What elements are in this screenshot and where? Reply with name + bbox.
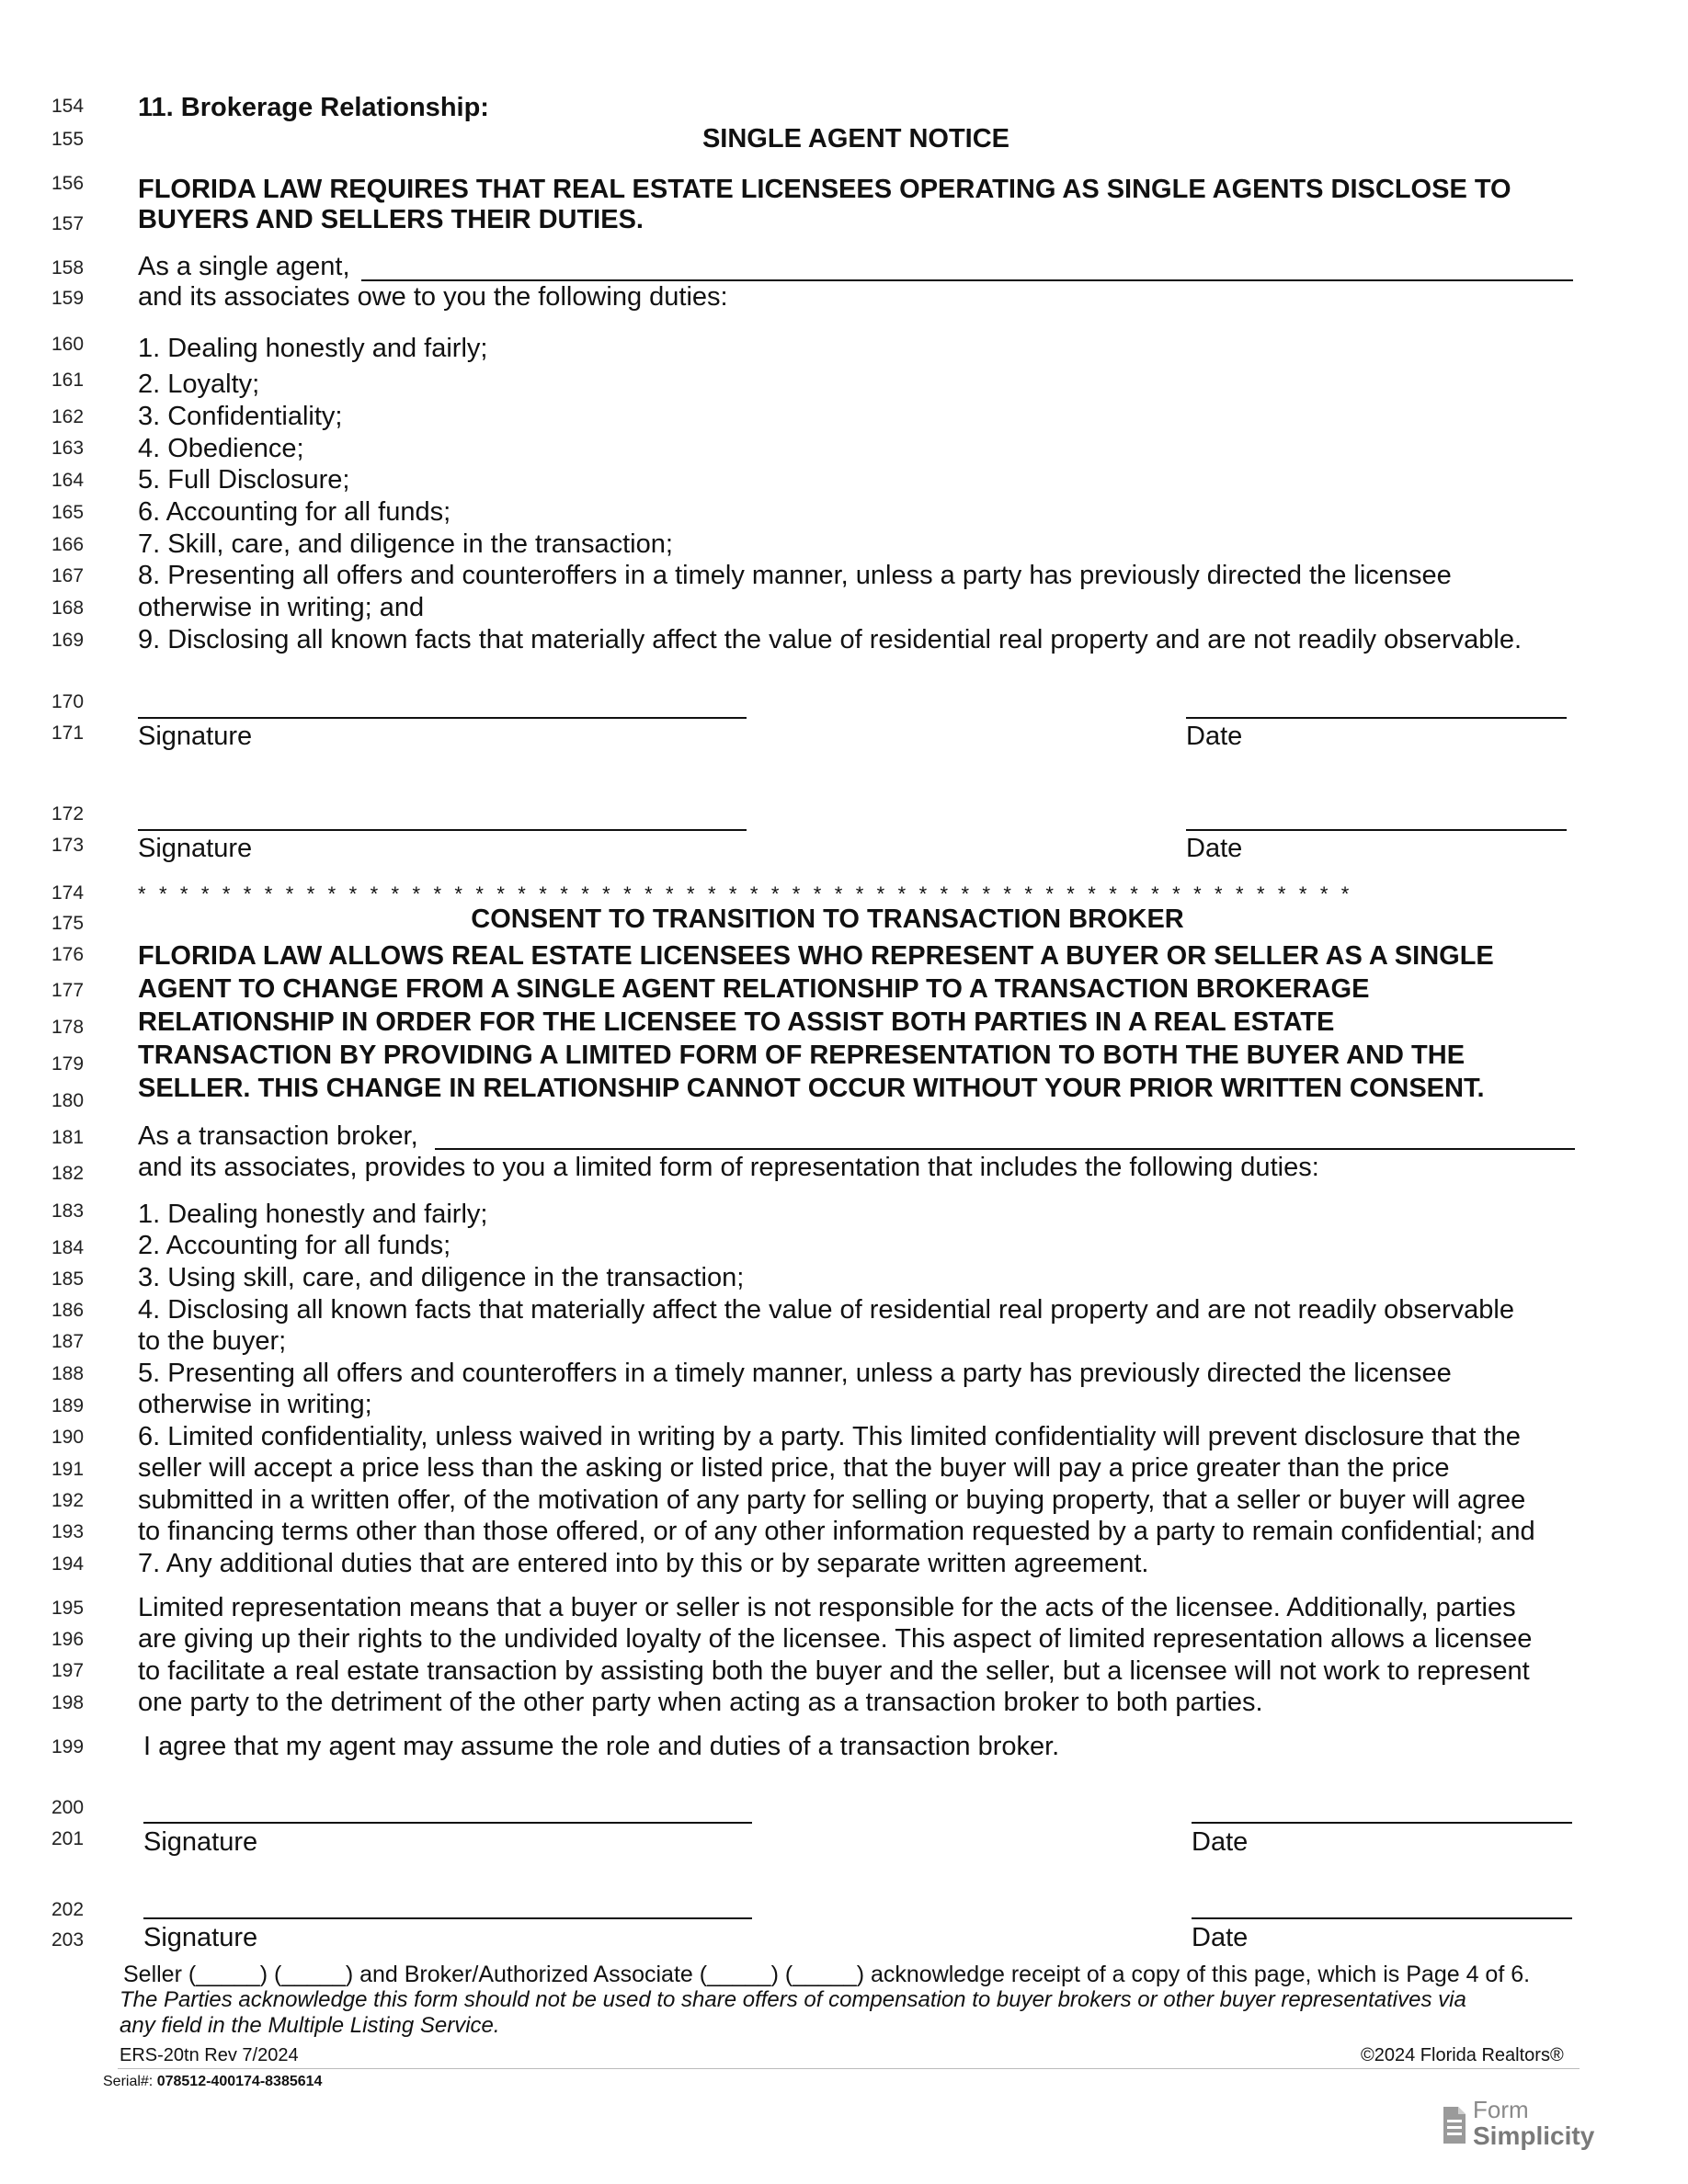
line-number: 166 — [51, 534, 85, 555]
duty-item: 4. Obedience; — [138, 434, 304, 463]
line-number: 193 — [51, 1521, 85, 1542]
duty-item: to the buyer; — [138, 1326, 287, 1356]
single-agent-law-line: FLORIDA LAW REQUIRES THAT REAL ESTATE LICENSEES OPERATING AS SINGLE AGENTS DISCLOSE TO — [138, 175, 1511, 204]
line-number: 185 — [51, 1268, 85, 1290]
duty-item: 2. Accounting for all funds; — [138, 1231, 451, 1260]
line-number: 178 — [51, 1017, 85, 1038]
duty-item: to financing terms other than those offered, or of any other information requested by a party to remain confidential; and — [138, 1517, 1535, 1546]
date-field[interactable] — [1186, 829, 1567, 831]
transaction-broker-name-field[interactable] — [435, 1148, 1575, 1150]
signature-label: Signature — [138, 834, 253, 863]
line-number: 155 — [51, 129, 85, 150]
footer-rule — [118, 2068, 1580, 2069]
serial-value: 078512-400174-8385614 — [156, 2074, 323, 2089]
line-number: 162 — [51, 406, 85, 427]
line-number: 182 — [51, 1163, 85, 1184]
limited-rep-line: to facilitate a real estate transaction by assisting both the buyer and the seller, but a licensee will not work to represent — [138, 1656, 1530, 1686]
line-number: 197 — [51, 1660, 85, 1681]
line-number: 175 — [51, 913, 85, 934]
line-number: 177 — [51, 980, 85, 1001]
duty-item: otherwise in writing; — [138, 1390, 372, 1419]
duty-item: 4. Disclosing all known facts that materially affect the value of residential real property and are not readily observable — [138, 1295, 1514, 1325]
line-number: 184 — [51, 1237, 85, 1258]
line-number: 163 — [51, 438, 85, 459]
line-number: 157 — [51, 213, 85, 234]
single-agent-title: SINGLE AGENT NOTICE — [701, 124, 1010, 154]
line-number: 165 — [51, 502, 85, 523]
duty-item: submitted in a written offer, of the motivation of any party for selling or buying property, that a seller or buyer will agree — [138, 1485, 1526, 1515]
line-number: 172 — [51, 803, 85, 825]
duty-item: 1. Dealing honestly and fairly; — [138, 1200, 488, 1229]
transaction-broker-associates: and its associates, provides to you a limited form of representation that includes the following duties: — [138, 1153, 1319, 1182]
disclaimer-line: any field in the Multiple Listing Service. — [120, 2013, 500, 2038]
duty-item: seller will accept a price less than the asking or listed price, that the buyer will pay a price greater than the price — [138, 1453, 1450, 1483]
line-number: 202 — [51, 1899, 85, 1920]
separator: ********************************************************** — [138, 882, 1363, 905]
transition-law-line: FLORIDA LAW ALLOWS REAL ESTATE LICENSEES WHO REPRESENT A BUYER OR SELLER AS A SINGLE — [138, 941, 1494, 971]
document-icon — [1442, 2105, 1467, 2145]
line-number: 188 — [51, 1363, 85, 1384]
line-number: 200 — [51, 1797, 85, 1818]
line-number: 203 — [51, 1929, 85, 1951]
transition-law-line: SELLER. THIS CHANGE IN RELATIONSHIP CANNOT OCCUR WITHOUT YOUR PRIOR WRITTEN CONSENT. — [138, 1074, 1485, 1103]
line-number: 194 — [51, 1553, 85, 1575]
date-label: Date — [1192, 1827, 1249, 1857]
signature-field[interactable] — [143, 1822, 752, 1824]
line-number: 199 — [51, 1736, 85, 1757]
transition-law-line: RELATIONSHIP IN ORDER FOR THE LICENSEE TO ASSIST BOTH PARTIES IN A REAL ESTATE — [138, 1007, 1335, 1037]
acknowledge-line: Seller (_____) (_____) and Broker/Authorized Associate (_____) (_____) acknowledge receipt of a copy of this page, which is Page 4 of 6. — [123, 1962, 1531, 1987]
duty-item: 7. Any additional duties that are entered into by this or by separate written agreement. — [138, 1549, 1149, 1578]
duty-item: 6. Limited confidentiality, unless waived in writing by a party. This limited confidentiality will prevent disclosure that the — [138, 1422, 1521, 1451]
duty-item: 5. Full Disclosure; — [138, 465, 350, 495]
line-number: 195 — [51, 1598, 85, 1619]
line-number: 196 — [51, 1629, 85, 1650]
transition-title: CONSENT TO TRANSITION TO TRANSACTION BROKER — [471, 904, 1184, 934]
duty-item: 6. Accounting for all funds; — [138, 497, 451, 527]
line-number: 201 — [51, 1828, 85, 1849]
duty-item: 5. Presenting all offers and counteroffers in a timely manner, unless a party has previously directed the licensee — [138, 1359, 1452, 1388]
disclaimer-line: The Parties acknowledge this form should not be used to share offers of compensation to buyer brokers or other buyer representatives via — [120, 1987, 1466, 2012]
date-field[interactable] — [1186, 717, 1567, 719]
line-number: 173 — [51, 835, 85, 856]
line-number: 160 — [51, 334, 85, 355]
line-number: 189 — [51, 1395, 85, 1416]
single-agent-label: As a single agent, — [138, 252, 350, 281]
transition-law-line: AGENT TO CHANGE FROM A SINGLE AGENT RELATIONSHIP TO A TRANSACTION BROKERAGE — [138, 974, 1370, 1004]
copyright: ©2024 Florida Realtors® — [1361, 2045, 1564, 2065]
line-number: 174 — [51, 882, 85, 904]
date-label: Date — [1192, 1923, 1249, 1952]
line-number: 158 — [51, 257, 85, 279]
line-number: 180 — [51, 1090, 85, 1111]
line-number: 181 — [51, 1127, 85, 1148]
signature-label: Signature — [143, 1923, 258, 1952]
duty-item: 3. Confidentiality; — [138, 402, 343, 431]
signature-field[interactable] — [143, 1917, 752, 1919]
line-number: 169 — [51, 630, 85, 651]
line-number: 154 — [51, 96, 85, 117]
date-label: Date — [1186, 834, 1243, 863]
line-number: 198 — [51, 1692, 85, 1713]
line-number: 171 — [51, 722, 85, 744]
line-number: 164 — [51, 470, 85, 491]
duty-item: 8. Presenting all offers and counteroffers in a timely manner, unless a party has previously directed the licensee — [138, 561, 1452, 590]
line-number: 170 — [51, 691, 85, 712]
duty-item: 3. Using skill, care, and diligence in the transaction; — [138, 1263, 745, 1292]
line-number: 167 — [51, 565, 85, 586]
serial-label: Serial#: — [103, 2074, 154, 2089]
duty-item: otherwise in writing; and — [138, 593, 425, 622]
signature-label: Signature — [143, 1827, 258, 1857]
line-number: 190 — [51, 1427, 85, 1448]
single-agent-associates: and its associates owe to you the following duties: — [138, 282, 728, 312]
single-agent-law-line: BUYERS AND SELLERS THEIR DUTIES. — [138, 205, 644, 234]
limited-rep-line: Limited representation means that a buyer or seller is not responsible for the acts of the licensee. Additionally, parties — [138, 1593, 1516, 1622]
date-field[interactable] — [1192, 1822, 1572, 1824]
line-number: 159 — [51, 288, 85, 309]
form-simplicity-logo — [1442, 2096, 1607, 2155]
line-number: 161 — [51, 370, 85, 391]
serial-number — [103, 2074, 322, 2090]
line-number: 186 — [51, 1300, 85, 1321]
line-number: 183 — [51, 1200, 85, 1222]
duty-item: 7. Skill, care, and diligence in the transaction; — [138, 529, 673, 559]
line-number: 191 — [51, 1459, 85, 1480]
section-heading: 11. Brokerage Relationship: — [138, 93, 489, 122]
single-agent-name-field[interactable] — [361, 279, 1573, 281]
agree-statement: I agree that my agent may assume the role and duties of a transaction broker. — [143, 1732, 1060, 1761]
duty-item: 9. Disclosing all known facts that materially affect the value of residential real property and are not readily observable. — [138, 625, 1523, 654]
signature-field[interactable] — [138, 829, 747, 831]
signature-label: Signature — [138, 722, 253, 751]
signature-field[interactable] — [138, 717, 747, 719]
line-number: 179 — [51, 1053, 85, 1075]
line-number: 156 — [51, 173, 85, 194]
line-number: 187 — [51, 1331, 85, 1352]
logo-text-top: Form — [1473, 2096, 1529, 2123]
line-number: 176 — [51, 944, 85, 965]
date-field[interactable] — [1192, 1917, 1572, 1919]
duty-item: 2. Loyalty; — [138, 370, 260, 399]
limited-rep-line: one party to the detriment of the other party when acting as a transaction broker to both parties. — [138, 1688, 1263, 1717]
line-number: 168 — [51, 597, 85, 619]
transaction-broker-label: As a transaction broker, — [138, 1121, 418, 1151]
transition-law-line: TRANSACTION BY PROVIDING A LIMITED FORM OF REPRESENTATION TO BOTH THE BUYER AND THE — [138, 1041, 1466, 1070]
date-label: Date — [1186, 722, 1243, 751]
logo-text-bottom: Simplicity — [1473, 2121, 1595, 2150]
line-number: 192 — [51, 1490, 85, 1511]
duty-item: 1. Dealing honestly and fairly; — [138, 334, 488, 363]
form-id: ERS-20tn Rev 7/2024 — [120, 2045, 299, 2065]
limited-rep-line: are giving up their rights to the undivided loyalty of the licensee. This aspect of limited representation allows a licensee — [138, 1624, 1533, 1654]
